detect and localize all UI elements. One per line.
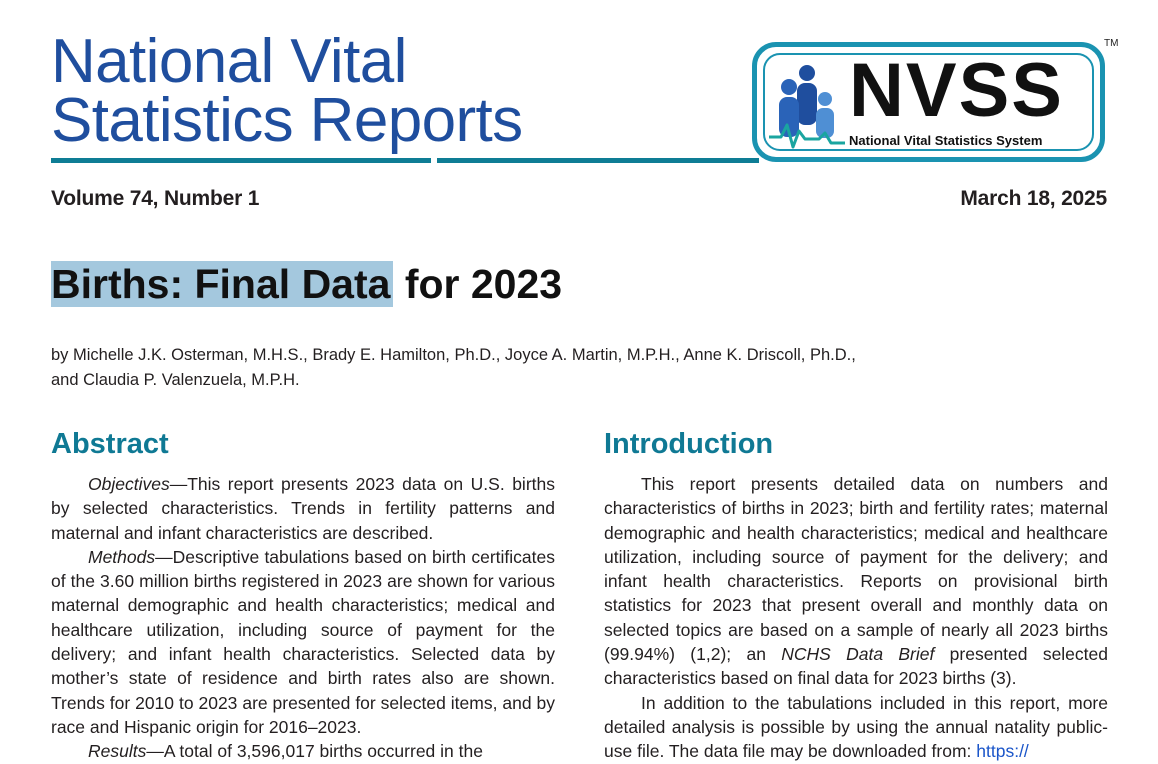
logo-subtitle: National Vital Statistics System	[849, 133, 1043, 148]
introduction-heading: Introduction	[604, 428, 774, 460]
author-line-1: by Michelle J.K. Osterman, M.H.S., Brady E. Hamilton, Ph.D., Joyce A. Martin, M.P.H., Anne K. Driscoll, Ph.D.,	[51, 346, 856, 364]
author-list	[51, 343, 951, 393]
issue-date: March 18, 2025	[960, 187, 1107, 210]
trademark-mark: TM	[1104, 38, 1119, 49]
author-line-2: and Claudia P. Valenzuela, M.P.H.	[51, 371, 300, 389]
data-file-link[interactable]: https://	[976, 741, 1029, 762]
objectives-paragraph	[51, 472, 555, 545]
report-title-rest: for 2023	[393, 261, 563, 307]
nvss-logo	[752, 42, 1105, 162]
objectives-label: Objectives	[88, 474, 170, 494]
publication-title	[51, 27, 523, 155]
masthead-rule-right	[437, 158, 759, 163]
logo-acronym: NVSS	[849, 48, 1064, 133]
results-text: —A total of 3,596,017 births occurred in the	[146, 741, 483, 762]
introduction-body	[604, 472, 1108, 764]
methods-label: Methods	[88, 546, 156, 567]
methods-paragraph	[51, 545, 555, 739]
publication-title-line2: Statistics Reports	[51, 86, 523, 155]
intro-p1-text: This report presents detailed data on numbers and characteristics of births in 2023; birth and fertility rates; maternal demographic and health characteristics; medical and healthcare utilization, including source of payment for the delivery; and infant health characteristics. Reports on provisional birth statistics for 2023 that present overall and monthly data on selected topics are based on a sample of nearly all 2023 births (99.94%) (1,2); an	[604, 474, 1108, 665]
abstract-body	[51, 472, 555, 764]
masthead-rule-left	[51, 158, 431, 163]
methods-text: —Descriptive tabulations based on birth certificates of the 3.60 million births registered in 2023 are shown for various maternal demographic and health characteristics; medical and healthcare utilization, including source of payment for the delivery; and infant health characteristics. Selected data by mother’s state of residence and birth rates also are shown. Trends for 2010 to 2023 are presented for selected items, and by race and Hispanic origin for 2016–2023.	[51, 546, 555, 737]
highlighted-title-text[interactable]: Births: Final Data	[51, 261, 393, 307]
family-heartbeat-icon	[767, 55, 847, 155]
intro-p1-end: presented selected characteristics based on final data for 2023 births (3).	[604, 644, 1108, 689]
publication-title-line1: National Vital	[51, 27, 407, 96]
intro-p2-text: In addition to the tabulations included in this report, more detailed analysis is possible by using the annual natality public-use file. The data file may be downloaded from:	[604, 692, 1108, 762]
intro-paragraph-2	[604, 691, 1108, 764]
abstract-heading: Abstract	[51, 428, 169, 460]
objectives-text: —This report presents 2023 data on U.S. births by selected characteristics. Trends in fertility patterns and maternal and infant characteristics are described.	[51, 474, 555, 543]
volume-number: Volume 74, Number 1	[51, 187, 260, 210]
results-label: Results	[88, 741, 147, 762]
report-title	[51, 256, 562, 312]
data-brief-title: NCHS Data Brief	[781, 644, 935, 665]
intro-paragraph-1	[604, 472, 1108, 691]
